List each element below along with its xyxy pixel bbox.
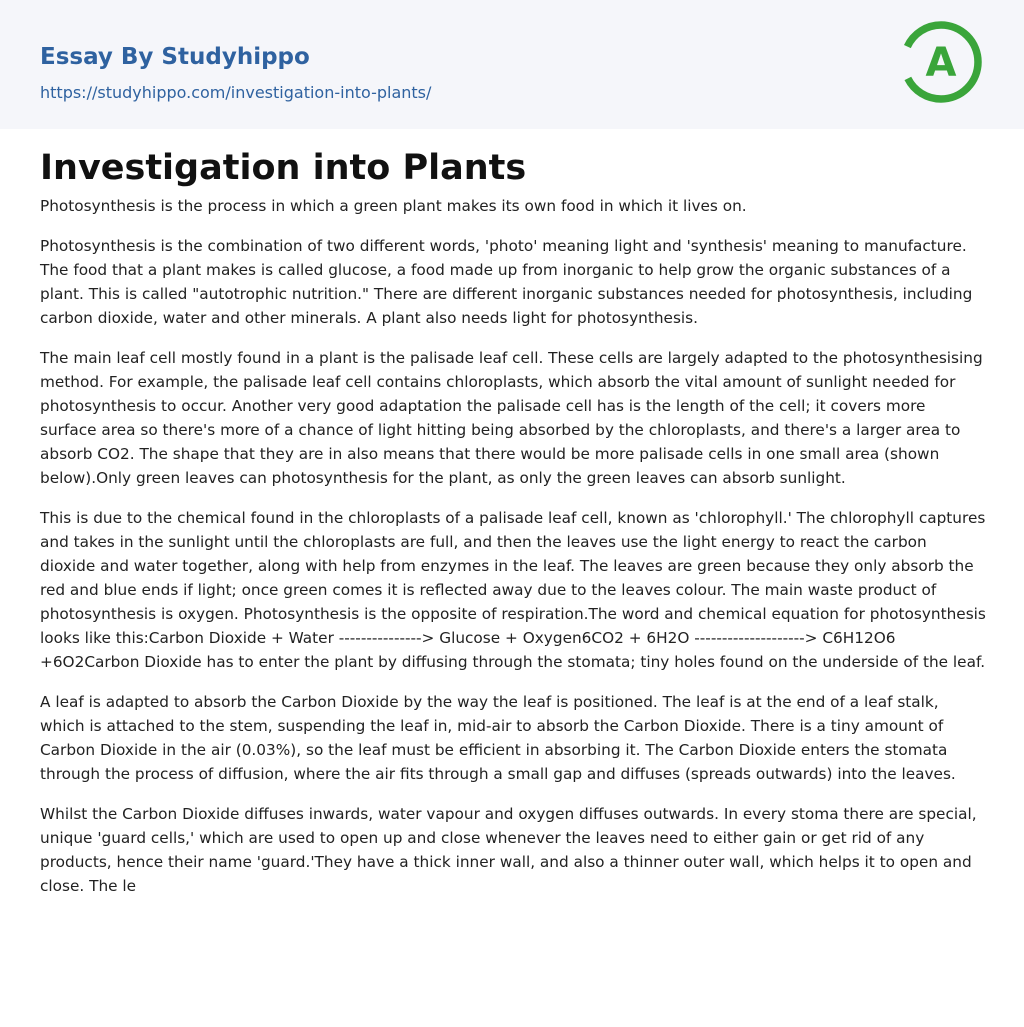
paragraph: A leaf is adapted to absorb the Carbon Dioxide by the way the leaf is positioned. The leaf is at the end of a leaf stalk, which is attached to the stem, suspending the leaf in, mid-air to absorb the Carbon Dioxide. There is a tiny amount of Carbon Dioxide in the air (0.03%), so the leaf must be efficient in absorbing it. The Carbon Dioxide enters the stomata through the process of diffusion, where the air fits through a small gap and diffuses (spreads outwards) into the leaves. [40,693,956,783]
paragraph: Photosynthesis is the process in which a green plant makes its own food in which it lives on. [40,197,747,215]
paragraph: The main leaf cell mostly found in a plant is the palisade leaf cell. These cells are largely adapted to the photosynthesising method. For example, the palisade leaf cell contains chloroplasts, which absorb the vital amount of sunlight needed for photosynthesis to occur. Another very good adaptation the palisade cell has is the length of the cell; it covers more surface area so there's more of a chance of light hitting being absorbed by the chloroplasts, and there's a larger area to absorb CO2. The shape that they are in also means that there would be more palisade cells in one small area (shown below).Only green leaves can photosynthesis for the plant, as only the green leaves can absorb sunlight. [40,349,983,487]
studyhippo-logo-icon[interactable] [898,19,984,105]
article-url-link[interactable]: https://studyhippo.com/investigation-into-plants/ [40,83,432,102]
paragraph: This is due to the chemical found in the chloroplasts of a palisade leaf cell, known as 'chlorophyll.' The chlorophyll captures and takes in the sunlight until the chloroplasts are full, and then the leaves use the light energy to react the carbon dioxide and water together, along with help from enzymes in the leaf. The leaves are green because they only absorb the red and blue ends if light; once green comes it is reflected away due to the leaves colour. The main waste product of photosynthesis is oxygen. Photosynthesis is the opposite of respiration.The word and chemical equation for photosynthesis looks like this:Carbon Dioxide + Water ---------------> Glucose + Oxygen6CO2 + 6H2O --------------------> C6H12O6 +6O2Carbon Dioxide has to enter the plant by diffusing through the stomata; tiny holes found on the underside of the leaf. [40,509,986,671]
article-body [40,194,986,914]
paragraph: Photosynthesis is the combination of two different words, 'photo' meaning light and 'synthesis' meaning to manufacture. The food that a plant makes is called glucose, a food made up from inorganic to help grow the organic substances of a plant. This is called "autotrophic nutrition." There are different inorganic substances needed for photosynthesis, including carbon dioxide, water and other minerals. A plant also needs light for photosynthesis. [40,237,973,327]
paragraph: Whilst the Carbon Dioxide diffuses inwards, water vapour and oxygen diffuses outwards. In every stoma there are special, unique 'guard cells,' which are used to open up and close whenever the leaves need to either gain or get rid of any products, hence their name 'guard.'They have a thick inner wall, and also a thinner outer wall, which helps it to open and close. The le [40,805,977,895]
site-name[interactable]: Essay By Studyhippo [40,44,310,70]
page-title: Investigation into Plants [40,148,527,188]
logo-letter: A [925,40,957,86]
site-header [0,0,1024,129]
